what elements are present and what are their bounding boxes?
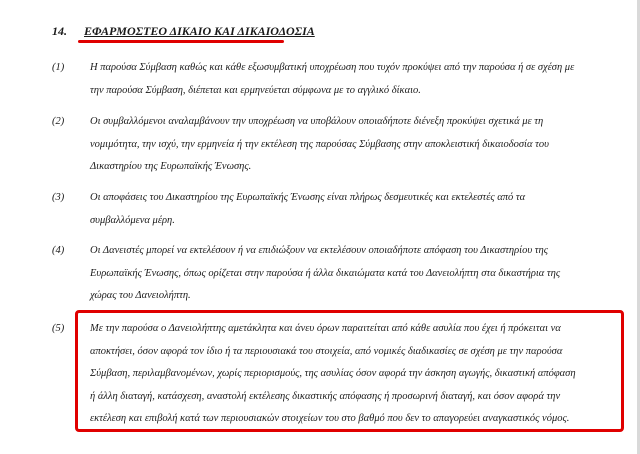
paragraph-4-line: Ευρωπαϊκής Ένωσης, όπως ορίζεται στην παρούσα ή άλλα δικαιώματα κατά του Δανειολήπτη στα δικαστήρια της [90, 267, 561, 279]
paragraph-3-line: συμβαλλόμενα μέρη. [90, 214, 175, 226]
paragraph-2-line: νομιμότητα, την ισχύ, την ερμηνεία ή την εκτέλεση της παρούσας Σύμβασης στην αποκλειστική δικαιοδοσία του [90, 138, 549, 150]
paragraph-5-line: ή άλλη διαταγή, κατάσχεση, αναστολή εκτέλεσης δικαστικής απόφασης ή προσωρινή διαταγή, και όσον αφορά την [90, 390, 561, 402]
paragraph-1-label: (1) [52, 62, 65, 73]
paragraph-5-line: Σύμβαση, περιλαμβανομένων, χωρίς περιορισμούς, της ασυλίας όσον αφορά την άσκηση αγωγής, δικαστική απόφαση [90, 368, 576, 379]
paragraph-5-label: (5) [52, 323, 65, 334]
section-number: 14. [52, 24, 67, 38]
paragraph-1-line: Η παρούσα Σύμβαση καθώς και κάθε εξωσυμβατική υποχρέωση που τυχόν προκύψει από την παρούσα ή σε σχέση με [90, 62, 575, 73]
paragraph-2-line: Οι συμβαλλόμενοι αναλαμβάνουν την υποχρέωση να υποβάλουν οποιαδήποτε διένεξη προκύψει σχετικά με τη [90, 116, 544, 127]
paragraph-1 [90, 57, 610, 102]
paragraph-4 [90, 240, 610, 308]
paragraph-5-line: Με την παρούσα ο Δανειολήπτης αμετάκλητα και άνευ όρων παραιτείται από κάθε ασυλία που έχει ή πρόκειται να [90, 323, 561, 334]
paragraph-5-highlight-box [75, 310, 624, 432]
paragraph-3 [90, 187, 610, 232]
paragraph-2-line: Δικαστηρίου της Ευρωπαϊκής Ένωσης. [90, 161, 252, 172]
paragraph-4-line: Οι Δανειστές μπορεί να εκτελέσουν ή να επιδιώξουν να εκτελέσουν οποιαδήποτε απόφαση του Δικαστηρίου της [90, 245, 549, 256]
paragraph-4-label: (4) [52, 245, 65, 256]
paragraph-1-line: την παρούσα Σύμβαση, διέπεται και ερμηνεύεται σύμφωνα με το αγγλικό δίκαιο. [90, 84, 421, 96]
paragraph-2-label: (2) [52, 116, 65, 127]
paragraph-5-line: αποκτήσει, όσον αφορά τον ίδιο ή τα περιουσιακά του στοιχεία, από νομικές διαδικασίες σε σχέση με την παρούσα [90, 345, 563, 357]
section-title: ΕΦΑΡΜΟΣΤΕΟ ΔΙΚΑΙΟ ΚΑΙ ΔΙΚΑΙΟΔΟΣΙΑ [84, 24, 315, 38]
paragraph-5-line: εκτέλεση και επιβολή κατά των περιουσιακών στοιχείων του στο βαθμό που δεν το απαγορεύει αναγκαστικός νόμος. [90, 413, 570, 424]
title-highlight-underline [78, 40, 284, 43]
paragraph-4-line: χώρας του Δανειολήπτη. [90, 290, 191, 301]
paragraph-2 [90, 111, 610, 179]
paragraph-3-label: (3) [52, 192, 65, 203]
paragraph-3-line: Οι αποφάσεις του Δικαστηρίου της Ευρωπαϊκής Ένωσης είναι πλήρως δεσμευτικές και εκτελεστές από τα [90, 192, 526, 203]
